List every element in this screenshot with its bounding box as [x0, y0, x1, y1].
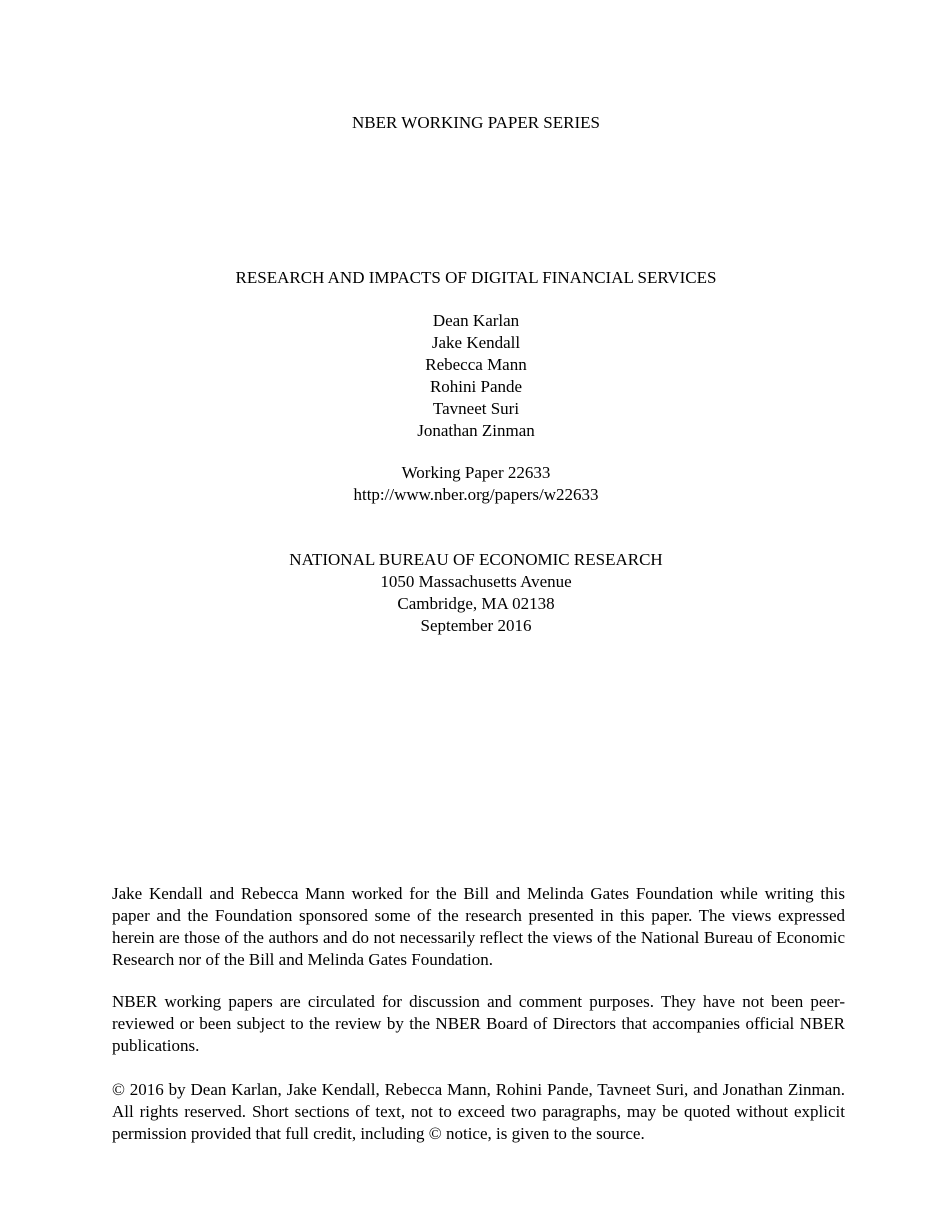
working-paper-url: http://www.nber.org/papers/w22633	[353, 485, 599, 504]
series-name: NBER WORKING PAPER SERIES	[352, 113, 600, 132]
institution-address: 1050 Massachusetts Avenue	[380, 572, 572, 591]
working-paper-info	[0, 462, 952, 506]
nber-disclaimer-text: NBER working papers are circulated for discussion and comment purposes. They have not been peer-reviewed or been subject to the review by the NBER Board of Directors that accompanies official NBER publications.	[112, 992, 845, 1055]
publication-date: September 2016	[420, 616, 532, 635]
paper-title: RESEARCH AND IMPACTS OF DIGITAL FINANCIAL SERVICES	[235, 268, 717, 287]
disclosure-note	[112, 883, 845, 971]
copyright-text: © 2016 by Dean Karlan, Jake Kendall, Rebecca Mann, Rohini Pande, Tavneet Suri, and Jonathan Zinman. All rights reserved. Short sections of text, not to exceed two paragraphs, may be quoted without explicit permission provided that full credit, including © notice, is given to the source.	[112, 1080, 845, 1143]
author-name: Tavneet Suri	[432, 399, 520, 418]
copyright-note	[112, 1079, 845, 1145]
nber-disclaimer-note	[112, 991, 845, 1057]
author-name: Jake Kendall	[431, 333, 521, 352]
institution-name: NATIONAL BUREAU OF ECONOMIC RESEARCH	[289, 550, 663, 569]
institution-block	[0, 549, 952, 637]
disclosure-text: Jake Kendall and Rebecca Mann worked for the Bill and Melinda Gates Foundation while writing this paper and the Foundation sponsored some of the research presented in this paper. The views expressed herein are those of the authors and do not necessarily reflect the views of the National Bureau of Economic Research nor of the Bill and Melinda Gates Foundation.	[112, 884, 845, 969]
author-name: Rebecca Mann	[425, 355, 527, 374]
author-list	[0, 310, 952, 442]
author-name: Dean Karlan	[432, 311, 520, 330]
institution-city: Cambridge, MA 02138	[397, 594, 555, 613]
author-name: Rohini Pande	[429, 377, 523, 396]
author-name: Jonathan Zinman	[417, 421, 535, 440]
working-paper-number: Working Paper 22633	[401, 463, 551, 482]
